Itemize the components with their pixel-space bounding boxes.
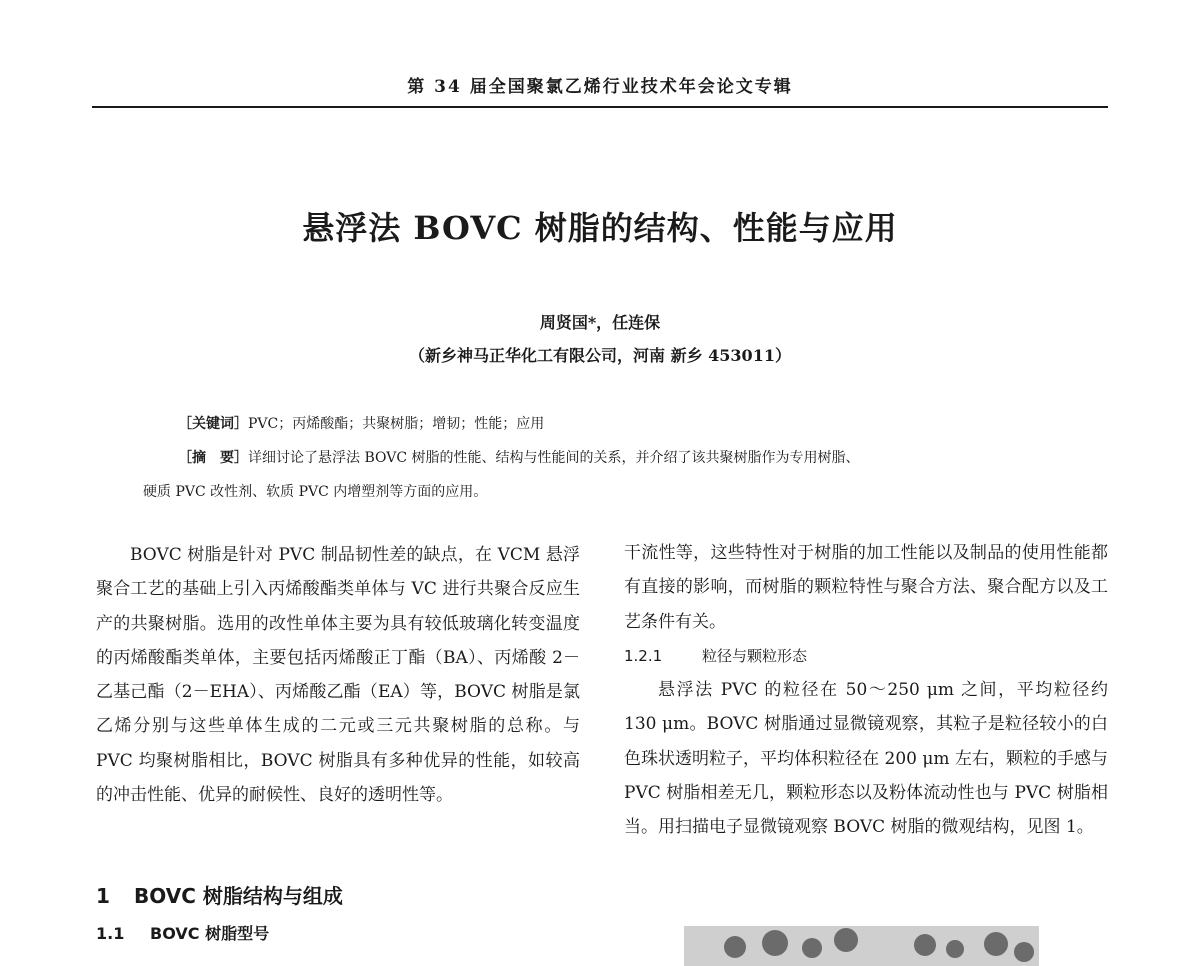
abstract [178,447,1098,467]
sem-micrograph-figure [684,926,1039,966]
section-number: 1 [96,884,110,908]
section-title: BOVC 树脂结构与组成 [134,884,343,908]
section-heading-1-1 [96,921,269,944]
micrograph-particle [984,932,1008,956]
subsubsection-number: 1.2.1 [624,646,663,665]
header-rule [92,106,1108,108]
micrograph-particle [724,936,746,958]
affiliation: （新乡神马正华化工有限公司，河南 新乡 453011） [409,346,791,365]
running-header: 第 34 届全国聚氯乙烯行业技术年会论文专辑 [407,77,793,97]
abstract-line-2: 硬质 PVC 改性剂、软质 PVC 内增塑剂等方面的应用。 [143,484,488,500]
micrograph-particle [834,928,858,952]
micrograph-particle [762,930,788,956]
subsubsection-title: 粒径与颗粒形态 [702,646,808,665]
subsection-title: BOVC 树脂型号 [150,924,270,943]
left-column [96,538,580,812]
intro-paragraph: BOVC 树脂是针对 PVC 制品韧性差的缺点，在 VCM 悬浮聚合工艺的基础上引入丙烯酸酯类单体与 VC 进行共聚合反应生产的共聚树脂。选用的改性单体主要为具有较低玻璃化转变温度的丙烯酸酯类单体，主要包括丙烯酸正丁酯（BA）、丙烯酸 2－乙基己酯（2－EHA）、丙烯酸乙酯（EA）等，BOVC 树脂是氯乙烯分别与这些单体生成的二元或三元共聚树脂的总称。与 PVC 均聚树脂相比，BOVC 树脂具有多种优异的性能，如较高的冲击性能、优异的耐候性、良好的透明性等。 [96,545,580,806]
section-heading-1 [96,880,343,909]
keywords-label: ［关键词］ [178,416,248,432]
micrograph-particle [1014,942,1034,962]
subsection-number: 1.1 [96,924,125,943]
right-column [624,536,1108,845]
paper-title: 悬浮法 BOVC 树脂的结构、性能与应用 [302,209,898,247]
particle-paragraph: 悬浮法 PVC 的粒径在 50～250 μm 之间，平均粒径约 130 μm。BOVC 树脂通过显微镜观察，其粒子是粒径较小的白色珠状透明粒子，平均体积粒径在 200 μm 左右，颗粒的手感与 PVC 树脂相差无几，颗粒形态以及粉体流动性也与 PVC 树脂相当。用扫描电子显微镜观察 BOVC 树脂的微观结构，见图 1。 [624,680,1108,838]
subsubsection-heading-1-2-1 [624,639,1108,673]
keywords [178,413,544,433]
micrograph-particle [946,940,964,958]
keywords-text: PVC；丙烯酸酯；共聚树脂；增韧；性能；应用 [248,416,545,432]
abstract-line-1: 详细讨论了悬浮法 BOVC 树脂的性能、结构与性能间的关系，并介绍了该共聚树脂作为专用树脂、 [248,450,860,466]
abstract-label: ［摘 要］ [178,450,248,466]
continued-paragraph: 干流性等，这些特性对于树脂的加工性能以及制品的使用性能都有直接的影响，而树脂的颗粒特性与聚合方法、聚合配方以及工艺条件有关。 [624,543,1108,632]
authors: 周贤国*，任连保 [539,313,661,332]
micrograph-particle [914,934,936,956]
micrograph-particle [802,938,822,958]
